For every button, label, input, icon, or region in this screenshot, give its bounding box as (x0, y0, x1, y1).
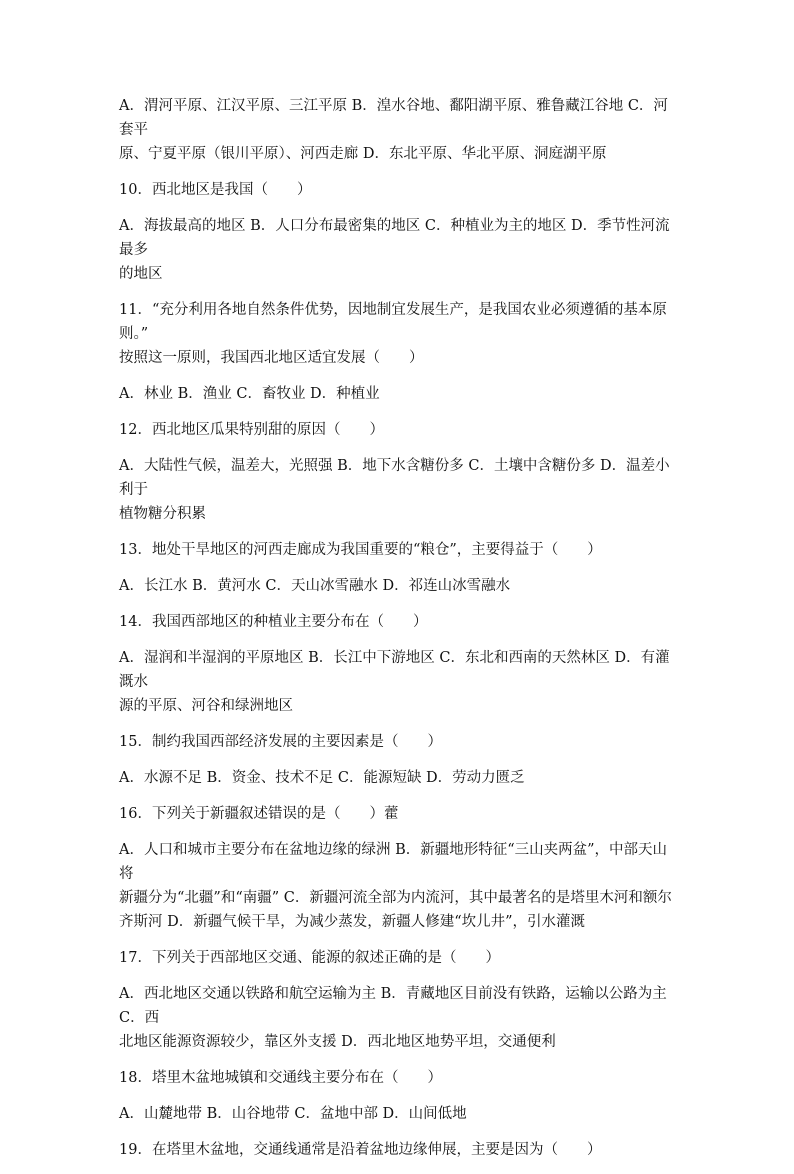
question-11 (119, 298, 679, 370)
question-14 (119, 610, 679, 634)
document-page (119, 94, 679, 1174)
options-block (119, 214, 679, 286)
options-block (119, 574, 679, 598)
question-13 (119, 538, 679, 562)
text-line: 北地区能源资源较少，靠区外支援 D．西北地区地势平坦，交通便利 (119, 1034, 556, 1050)
question-15 (119, 730, 679, 754)
options-block (119, 982, 679, 1054)
text-line: 的地区 (119, 266, 163, 282)
text-line: A．人口和城市主要分布在盆地边缘的绿洲 B．新疆地形特征“三山夹两盆”，中部天山将 (119, 842, 668, 882)
question-text: 按照这一原则，我国西北地区适宜发展（ ） (119, 350, 424, 366)
question-text: 11．“充分利用各地自然条件优势，因地制宜发展生产，是我国农业必须遵循的基本原则。” (119, 302, 667, 342)
text-line: A．湿润和半湿润的平原地区 B．长江中下游地区 C．东北和西南的天然林区 D．有灌溉水 (119, 650, 670, 690)
options-block (119, 838, 679, 934)
text-line: 植物糖分积累 (119, 506, 206, 522)
question-text: 10．西北地区是我国（ ） (119, 182, 312, 198)
text-line: 新疆分为“北疆”和“南疆” C．新疆河流全部为内流河，其中最著名的是塔里木河和额尔 (119, 890, 672, 906)
text-line: A．山麓地带 B．山谷地带 C．盆地中部 D．山间低地 (119, 1106, 467, 1122)
options-block (119, 454, 679, 526)
question-text: 18．塔里木盆地城镇和交通线主要分布在（ ） (119, 1070, 442, 1086)
options-block (119, 1102, 679, 1126)
question-19 (119, 1138, 679, 1162)
text-line: A．西北地区交通以铁路和航空运输为主 B．青藏地区目前没有铁路，运输以公路为主 C．西 (119, 986, 672, 1026)
text-line: 源的平原、河谷和绿洲地区 (119, 698, 293, 714)
question-12 (119, 418, 679, 442)
question-text: 13．地处干旱地区的河西走廊成为我国重要的“粮仓”，主要得益于（ ） (119, 542, 602, 558)
question-17 (119, 946, 679, 970)
text-line: A．海拔最高的地区 B．人口分布最密集的地区 C．种植业为主的地区 D．季节性河流最多 (119, 218, 670, 258)
question-text: 16．下列关于新疆叙述错误的是（ ）藿 (119, 806, 399, 822)
options-block (119, 766, 679, 790)
question-16 (119, 802, 679, 826)
options-block (119, 646, 679, 718)
text-line: A．水源不足 B．资金、技术不足 C．能源短缺 D．劳动力匮乏 (119, 770, 525, 786)
options-block (119, 94, 679, 166)
text-line: A．林业 B．渔业 C．畜牧业 D．种植业 (119, 386, 380, 402)
text-line: 齐斯河 D．新疆气候干旱，为减少蒸发，新疆人修建“坎儿井”，引水灌溉 (119, 914, 586, 930)
text-line: A．长江水 B．黄河水 C．天山冰雪融水 D．祁连山冰雪融水 (119, 578, 511, 594)
question-text: 14．我国西部地区的种植业主要分布在（ ） (119, 614, 428, 630)
question-18 (119, 1066, 679, 1090)
text-line: A．大陆性气候，温差大，光照强 B．地下水含糖份多 C．土壤中含糖份多 D．温差小利于 (119, 458, 670, 498)
text-line: 原、宁夏平原（银川平原）、河西走廊 D．东北平原、华北平原、洞庭湖平原 (119, 146, 607, 162)
question-text: 15．制约我国西部经济发展的主要因素是（ ） (119, 734, 442, 750)
text-line: A．渭河平原、江汉平原、三江平原 B．湟水谷地、鄱阳湖平原、雅鲁藏江谷地 C．河套平 (119, 98, 668, 138)
question-text: 17．下列关于西部地区交通、能源的叙述正确的是（ ） (119, 950, 500, 966)
question-10 (119, 178, 679, 202)
question-text: 19．在塔里木盆地，交通线通常是沿着盆地边缘伸展，主要是因为（ ） (119, 1142, 602, 1158)
options-block (119, 382, 679, 406)
question-text: 12．西北地区瓜果特别甜的原因（ ） (119, 422, 384, 438)
